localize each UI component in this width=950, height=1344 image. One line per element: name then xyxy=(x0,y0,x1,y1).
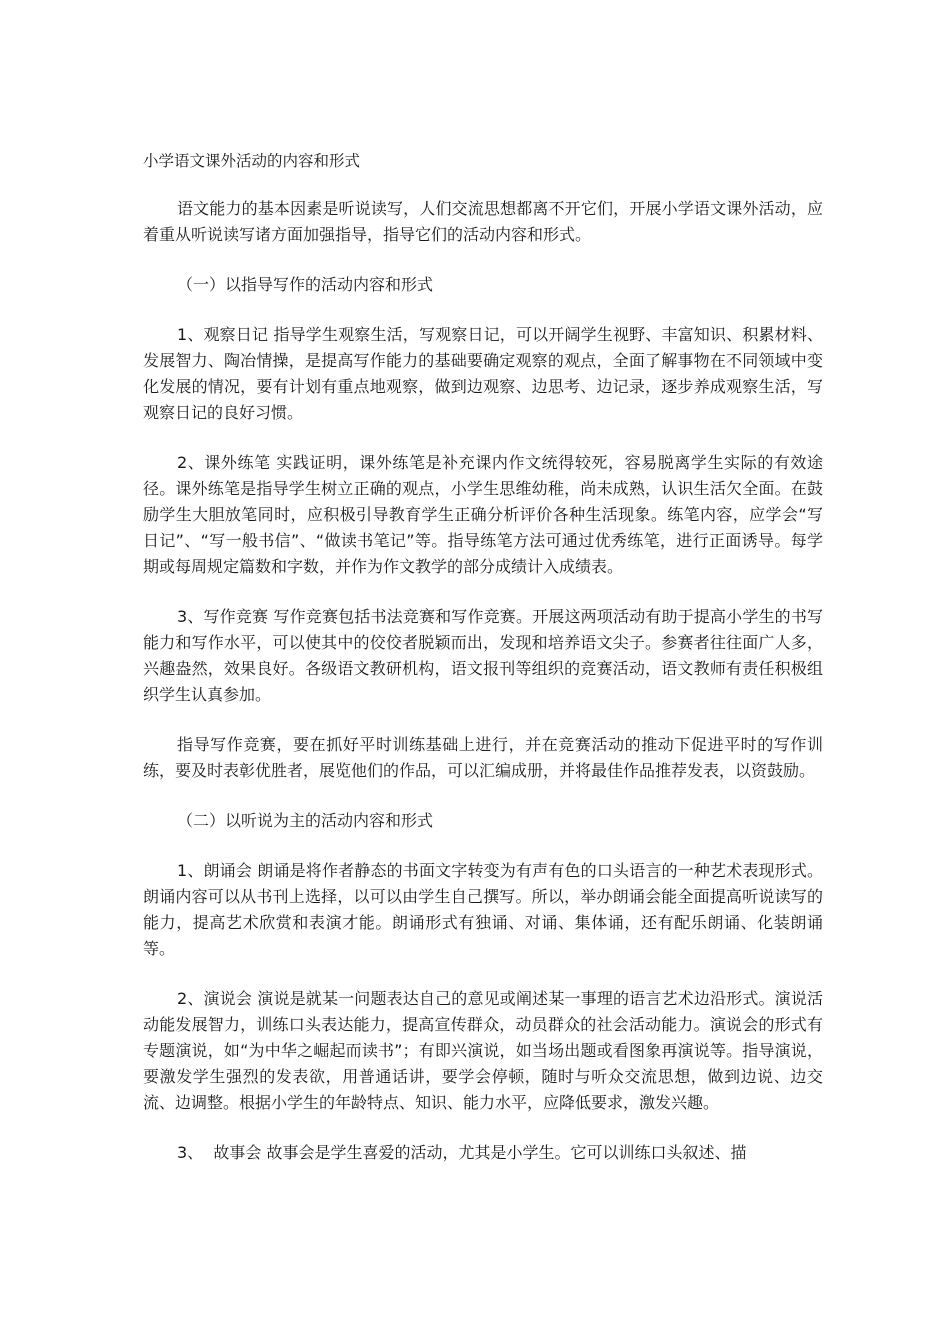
item-text: 写作竞赛包括书法竞赛和写作竞赛。开展这两项活动有助于提高小学生的书写能力和写作水平，可以使其中的佼佼者脱颖而出，发现和培养语文尖子。参赛者往往面广人多，兴趣盎然，效果良好。各级语文教研机构，语文报刊等组织的竞赛活动，语文教师有责任积极组织学生认真参加。 xyxy=(143,607,823,704)
section-1-heading: （一）以指导写作的活动内容和形式 xyxy=(177,275,434,294)
section-1-item-3 xyxy=(143,604,823,708)
item-label: 3、 故事会 xyxy=(177,1143,262,1162)
item-text: 故事会是学生喜爱的活动，尤其是小学生。它可以训练口头叙述、描 xyxy=(266,1143,747,1162)
item-label: 1、朗诵会 xyxy=(177,861,253,880)
section-1-closing: 指导写作竞赛，要在抓好平时训练基础上进行，并在竞赛活动的推动下促进平时的写作训练，要及时表彰优胜者，展览他们的作品，可以汇编成册，并将最佳作品推荐发表，以资鼓励。 xyxy=(143,735,823,780)
document-body xyxy=(143,148,823,1190)
item-label: 1、观察日记 xyxy=(177,325,269,344)
section-2-item-2 xyxy=(143,986,823,1116)
intro-paragraph: 语文能力的基本因素是听说读写，人们交流思想都离不开它们，开展小学语文课外活动，应着重从听说读写诸方面加强指导，指导它们的活动内容和形式。 xyxy=(143,199,823,244)
section-1-item-2 xyxy=(143,450,823,580)
item-text: 指导学生观察生活，写观察日记，可以开阔学生视野、丰富知识、积累材料、发展智力、陶冶情操，是提高写作能力的基础要确定观察的观点，全面了解事物在不同领域中变化发展的情况，要有计划有重点地观察，做到边观察、边思考、边记录，逐步养成观察生活，写观察日记的良好习惯。 xyxy=(143,325,823,422)
section-1-item-1 xyxy=(143,322,823,426)
item-text: 实践证明，课外练笔是补充课内作文统得较死，容易脱离学生实际的有效途径。课外练笔是指导学生树立正确的观点，小学生思维幼稚，尚未成熟，认识生活欠全面。在鼓励学生大胆放笔同时，应积极引导教育学生正确分析评价各种生活现象。练笔内容，应学会“写日记”、“写一般书信”、“做读书笔记”等。指导练笔方法可通过优秀练笔，进行正面诱导。每学期或每周规定篇数和字数，并作为作文教学的部分成绩计入成绩表。 xyxy=(143,453,823,576)
section-2-item-1 xyxy=(143,858,823,962)
section-2-heading: （二）以听说为主的活动内容和形式 xyxy=(177,811,434,830)
item-label: 2、演说会 xyxy=(177,989,253,1008)
section-2-item-3 xyxy=(143,1140,823,1166)
item-label: 3、写作竞赛 xyxy=(177,607,269,626)
document-title: 小学语文课外活动的内容和形式 xyxy=(143,152,361,170)
item-text: 朗诵是将作者静态的书面文字转变为有声有色的口头语言的一种艺术表现形式。朗诵内容可以从书刊上选择，以可以由学生自己撰写。所以，举办朗诵会能全面提高听说读写的能力，提高艺术欣赏和表演才能。朗诵形式有独诵、对诵、集体诵，还有配乐朗诵、化装朗诵等。 xyxy=(143,861,823,958)
item-label: 2、课外练笔 xyxy=(177,453,271,472)
item-text: 演说是就某一问题表达自己的意见或阐述某一事理的语言艺术边沿形式。演说活动能发展智力，训练口头表达能力，提高宣传群众，动员群众的社会活动能力。演说会的形式有专题演说，如“为中华之崛起而读书”；有即兴演说，如当场出题或看图象再演说等。指导演说，要激发学生强烈的发表欲，用普通话讲，要学会停顿，随时与听众交流思想，做到边说、边交流、边调整。根据小学生的年龄特点、知识、能力水平，应降低要求，激发兴趣。 xyxy=(143,989,823,1112)
